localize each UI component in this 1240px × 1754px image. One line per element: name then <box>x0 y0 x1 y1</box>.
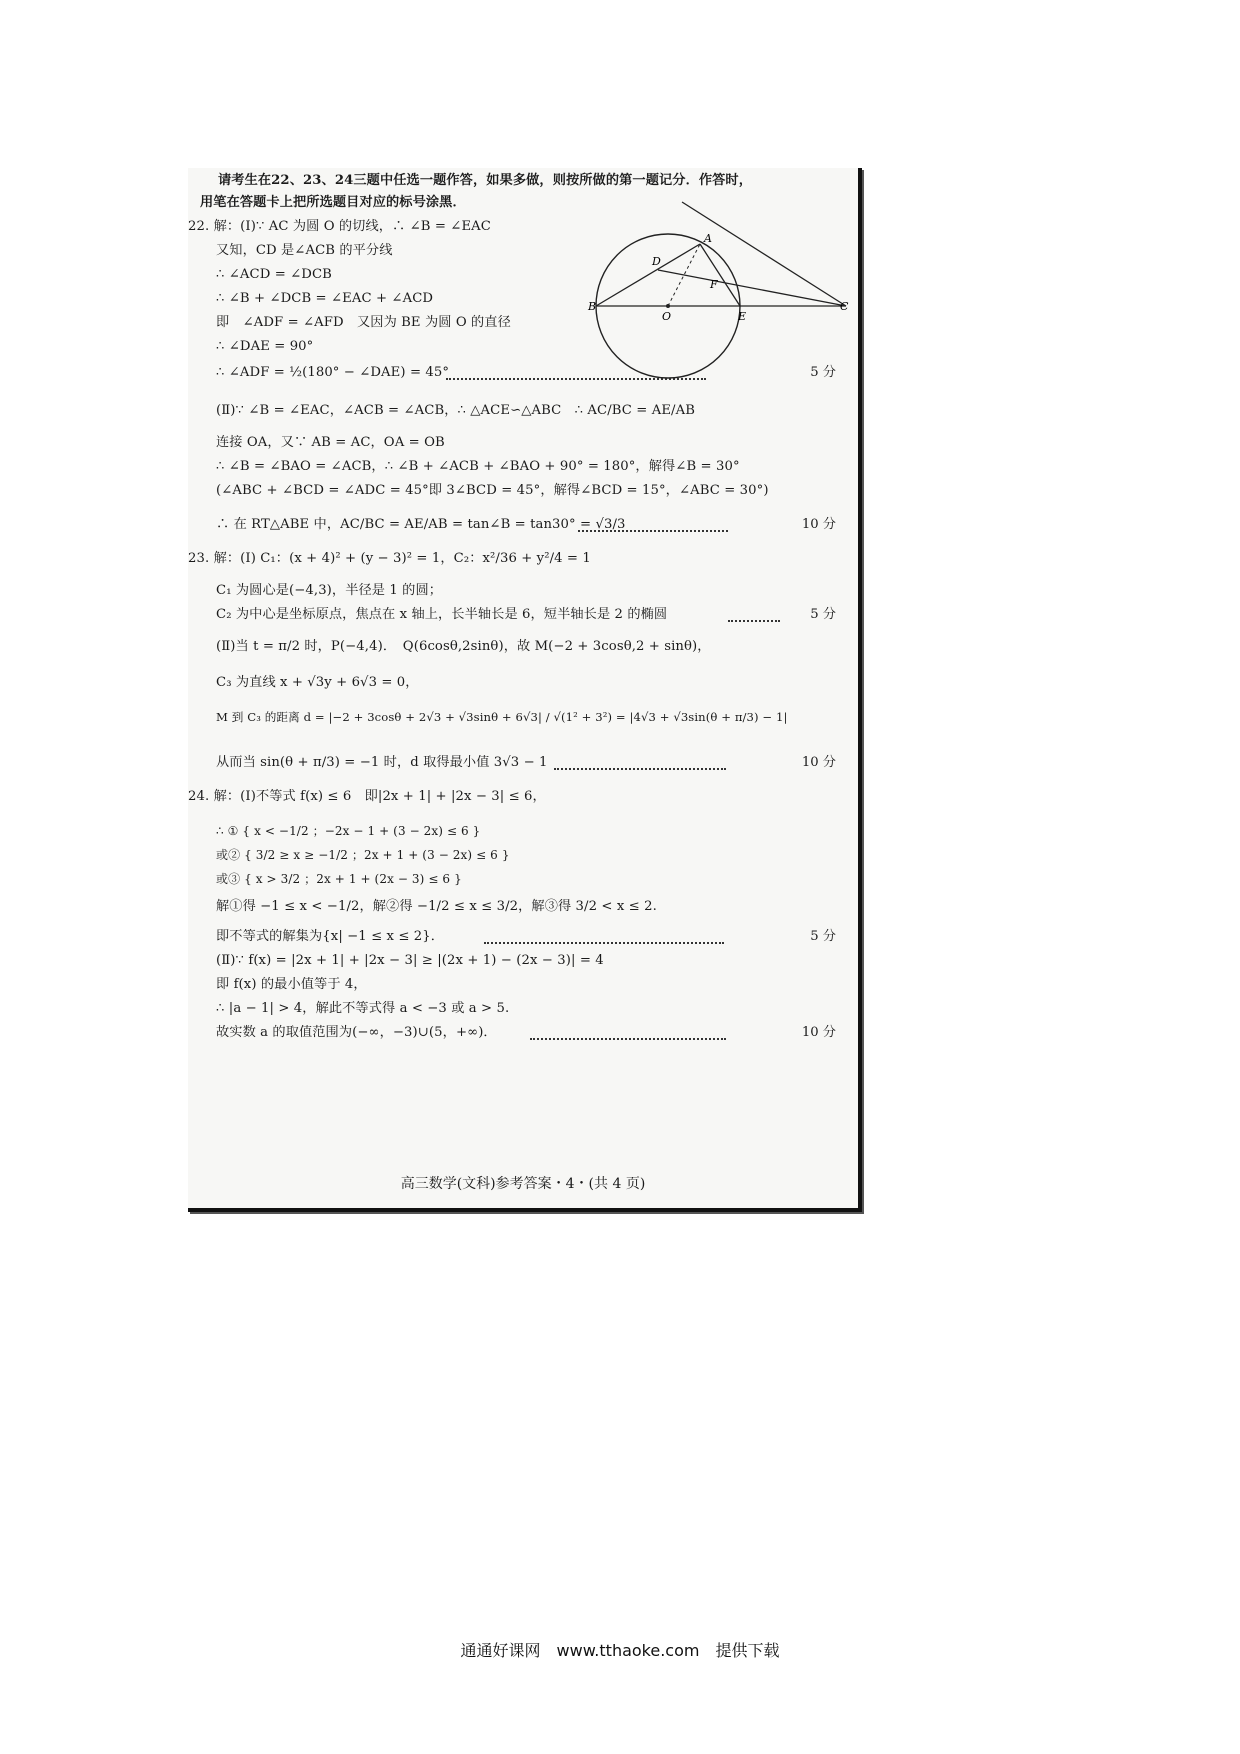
q22-line-3: ∴ ∠ACD = ∠DCB <box>216 267 332 282</box>
q22-dotted-leader-2 <box>578 530 728 532</box>
q22-line-8: (Ⅱ)∵ ∠B = ∠EAC，∠ACB = ∠ACB，∴ △ACE∽△ABC ∴ AC/BC = AE/AB <box>216 403 696 418</box>
q22-line-7: ∴ ∠ADF = ½(180° − ∠DAE) = 45° <box>216 365 450 380</box>
label-o: O <box>662 310 672 323</box>
line-ae <box>700 244 740 306</box>
q24-line-5: 解①得 −1 ≤ x < −1/2，解②得 −1/2 ≤ x ≤ 3/2，解③得 3/2 < x ≤ 2. <box>216 899 657 914</box>
q23-line-6: M 到 C₃ 的距离 d = |−2 + 3cosθ + 2√3 + √3sinθ + 6√3| / √(1² + 3²) = |4√3 + √3sin(θ + π/3) − 1| <box>216 710 788 724</box>
q22-line-6: ∴ ∠DAE = 90° <box>216 339 314 354</box>
q22-line-4: ∴ ∠B + ∠DCB = ∠EAC + ∠ACD <box>216 291 434 306</box>
q23-line-3: C₂ 为中心是坐标原点，焦点在 x 轴上，长半轴长是 6，短半轴长是 2 的椭圆 <box>216 607 668 622</box>
q22-line-10: ∴ ∠B = ∠BAO = ∠ACB，∴ ∠B + ∠ACB + ∠BAO + 90° = 180°，解得∠B = 30° <box>216 459 740 474</box>
q24-line-10: 故实数 a 的取值范围为(−∞，−3)∪(5，+∞)． <box>216 1025 497 1040</box>
q23-score-10: 10 分 <box>801 755 836 770</box>
q23-line-4: (Ⅱ)当 t = π/2 时，P(−4,4)． Q(6cosθ,2sinθ)，故 M(−2 + 3cosθ,2 + sinθ)， <box>216 639 711 654</box>
q22-line-5: 即 ∠ADF = ∠AFD 又因为 BE 为圆 O 的直径 <box>216 315 511 330</box>
q22-line-2: 又知，CD 是∠ACB 的平分线 <box>216 243 393 258</box>
instruction-line-1: 请考生在22、23、24三题中任选一题作答，如果多做，则按所做的第一题记分．作答时， <box>218 173 753 188</box>
q22-line-1: 22. 解：(Ⅰ)∵ AC 为圆 O 的切线，∴ ∠B = ∠EAC <box>188 219 491 234</box>
center-point <box>666 304 670 308</box>
q24-case-3: 或③ { x > 3/2 ；2x + 1 + (2x − 3) ≤ 6 } <box>216 872 462 886</box>
label-b: B <box>588 300 597 313</box>
q24-line-6: 即不等式的解集为{x| −1 ≤ x ≤ 2}． <box>216 929 445 944</box>
q23-line-2: C₁ 为圆心是(−4,3)，半径是 1 的圆； <box>216 583 443 598</box>
label-d: D <box>652 255 661 268</box>
q24-score-5: 5 分 <box>810 929 836 944</box>
q24-dotted-leader-2 <box>530 1038 726 1040</box>
q23-line-5: C₃ 为直线 x + √3y + 6√3 = 0， <box>216 675 419 690</box>
label-f: F <box>710 278 718 291</box>
label-a: A <box>704 232 712 245</box>
q22-score-5: 5 分 <box>810 365 836 380</box>
q24-line-1: 24. 解：(Ⅰ)不等式 f(x) ≤ 6 即|2x + 1| + |2x − 3| ≤ 6， <box>188 789 546 804</box>
page-footer: 高三数学(文科)参考答案・4・(共 4 页) <box>400 1176 646 1192</box>
q23-line-7: 从而当 sin(θ + π/3) = −1 时，d 取得最小值 3√3 − 1 <box>216 755 548 770</box>
q23-line-1: 23. 解：(Ⅰ) C₁：(x + 4)² + (y − 3)² = 1，C₂：x²/36 + y²/4 = 1 <box>188 551 591 566</box>
label-e: E <box>738 310 747 323</box>
q24-line-8: 即 f(x) 的最小值等于 4， <box>216 977 367 992</box>
q22-line-9: 连接 OA，又∵ AB = AC，OA = OB <box>216 435 445 450</box>
q24-case-2: 或② { 3/2 ≥ x ≥ −1/2 ；2x + 1 + (3 − 2x) ≤ 6 } <box>216 848 510 862</box>
circle-tangent-figure <box>588 208 852 378</box>
q24-dotted-leader-1 <box>484 942 724 944</box>
q24-score-10: 10 分 <box>801 1025 836 1040</box>
q24-line-9: ∴ |a − 1| > 4，解此不等式得 a < −3 或 a > 5. <box>216 1001 510 1016</box>
q23-dotted-leader-1 <box>728 620 780 622</box>
site-credit: 通通好课网 www.tthaoke.com 提供下载 <box>460 1641 780 1660</box>
q23-dotted-leader-2 <box>554 768 726 770</box>
q22-score-10: 10 分 <box>801 517 836 532</box>
q24-case-1: ∴ ① { x < −1/2 ；−2x − 1 + (3 − 2x) ≤ 6 } <box>216 824 481 838</box>
instruction-line-2: 用笔在答题卡上把所选题目对应的标号涂黑． <box>200 195 466 210</box>
q24-line-7: (Ⅱ)∵ f(x) = |2x + 1| + |2x − 3| ≥ |(2x + 1) − (2x − 3)| = 4 <box>216 953 604 968</box>
answer-sheet-scan <box>188 168 862 1212</box>
q23-score-5: 5 分 <box>810 607 836 622</box>
label-c: C <box>840 300 849 313</box>
q22-line-12: ∴ 在 RT△ABE 中，AC/BC = AE/AB = tan∠B = tan30° = √3/3 <box>216 517 626 532</box>
q22-line-11: (∠ABC + ∠BCD = ∠ADC = 45°即 3∠BCD = 45°，解得∠BCD = 15°，∠ABC = 30°) <box>216 483 769 498</box>
